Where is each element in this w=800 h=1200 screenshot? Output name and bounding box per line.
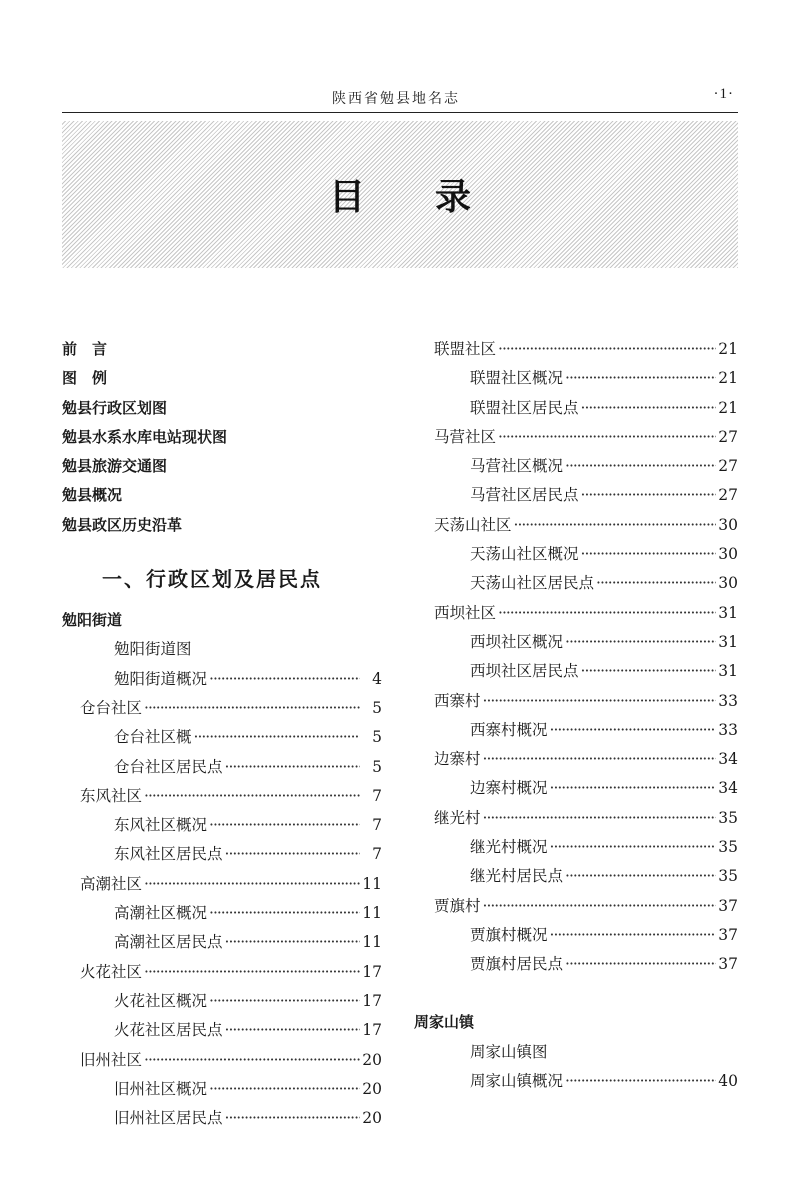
dot-leader xyxy=(550,716,716,745)
toc-entry-page: 17 xyxy=(362,1021,382,1040)
dot-leader xyxy=(194,723,360,752)
toc-entry-label: 高潮社区居民点 xyxy=(114,933,223,952)
dot-leader xyxy=(225,840,360,869)
front-matter-item[interactable]: 勉县水系水库电站现状图 xyxy=(62,427,228,446)
toc-entry[interactable] xyxy=(62,1075,382,1104)
toc-entry-page: 30 xyxy=(718,574,738,593)
dot-leader xyxy=(483,804,716,833)
dot-leader xyxy=(565,862,716,891)
town-heading[interactable]: 周家山镇 xyxy=(414,1012,475,1031)
dot-leader xyxy=(209,987,360,1016)
toc-entry-page: 31 xyxy=(718,632,738,651)
dot-leader xyxy=(581,481,716,510)
toc-entry-page: 17 xyxy=(362,962,382,981)
running-header xyxy=(62,86,738,108)
toc-entry-page: 31 xyxy=(718,662,738,681)
page-number: ·1· xyxy=(713,86,734,102)
toc-entry[interactable] xyxy=(414,892,738,921)
toc-entry[interactable] xyxy=(414,1038,738,1067)
toc-entry[interactable] xyxy=(62,753,382,782)
dot-leader xyxy=(483,892,716,921)
toc-entry-label: 贾旗村居民点 xyxy=(470,955,564,974)
toc-entry[interactable] xyxy=(62,723,382,752)
toc-entry[interactable] xyxy=(62,694,382,723)
toc-entry-label: 旧州社区概况 xyxy=(114,1079,208,1098)
toc-entry-label: 旧州社区 xyxy=(80,1050,143,1069)
toc-entry-page: 5 xyxy=(372,757,382,776)
toc-entry[interactable] xyxy=(62,782,382,811)
toc-entry-page: 11 xyxy=(362,874,382,893)
toc-entry-page: 40 xyxy=(718,1071,738,1090)
header-rule xyxy=(62,112,738,113)
toc-entry-label: 联盟社区 xyxy=(434,340,497,358)
toc-entry-page: 34 xyxy=(718,750,738,769)
toc-entry-page: 11 xyxy=(362,904,382,923)
toc-entry[interactable] xyxy=(62,928,382,957)
toc-entry-page: 7 xyxy=(372,816,382,835)
toc-entry-label: 火花社区概况 xyxy=(114,991,208,1010)
toc-entry-label: 西寨村 xyxy=(434,691,481,710)
toc-entry[interactable] xyxy=(414,599,738,628)
toc-entry-label: 仓台社区概 xyxy=(114,728,192,747)
toc-entry[interactable] xyxy=(414,540,738,569)
toc-entry[interactable] xyxy=(414,511,738,540)
book-title: 陕西省勉县地名志 xyxy=(332,91,460,107)
toc-entry[interactable] xyxy=(62,899,382,928)
front-matter-item[interactable]: 勉县政区历史沿革 xyxy=(62,515,183,534)
toc-entry-label: 周家山镇概况 xyxy=(470,1071,564,1090)
dot-leader xyxy=(565,364,716,393)
toc-entry-label: 贾旗村 xyxy=(434,896,481,915)
toc-entry[interactable] xyxy=(62,665,382,694)
toc-entry-label: 火花社区 xyxy=(80,962,143,981)
dot-leader xyxy=(550,774,716,803)
dot-leader xyxy=(565,1067,716,1096)
toc-entry-label: 马营社区居民点 xyxy=(470,486,579,505)
toc-entry[interactable] xyxy=(414,335,738,364)
toc-entry-label: 西坝社区居民点 xyxy=(470,662,579,681)
dot-leader xyxy=(581,657,716,686)
toc-entry[interactable] xyxy=(414,1067,738,1096)
front-matter-item[interactable]: 图 例 xyxy=(62,369,108,388)
toc-entry-label: 马营社区概况 xyxy=(470,457,564,476)
section-heading: 一、行政区划及居民点 xyxy=(102,567,322,592)
toc-entry[interactable] xyxy=(414,804,738,833)
toc-entry-page: 7 xyxy=(372,786,382,805)
dot-leader xyxy=(144,782,360,811)
toc-entry[interactable] xyxy=(414,657,738,686)
toc-entry-page: 31 xyxy=(718,603,738,622)
toc-entry[interactable] xyxy=(414,950,738,979)
dot-leader xyxy=(209,811,360,840)
dot-leader xyxy=(565,452,716,481)
toc-entry-page: 27 xyxy=(718,427,738,446)
toc-entry[interactable] xyxy=(414,423,738,452)
toc-entry-page: 37 xyxy=(718,925,738,944)
dot-leader xyxy=(483,745,716,774)
toc-entry[interactable] xyxy=(62,958,382,987)
toc-entry-label: 继光村居民点 xyxy=(470,867,564,886)
toc-entry-page: 7 xyxy=(372,845,382,864)
dot-leader xyxy=(144,958,360,987)
dot-leader xyxy=(225,1016,360,1045)
toc-left-column xyxy=(62,335,382,1133)
toc-entry-page: 20 xyxy=(362,1079,382,1098)
toc-entry-label: 西坝社区 xyxy=(434,603,497,622)
toc-entry[interactable] xyxy=(62,840,382,869)
dot-leader xyxy=(225,753,360,782)
toc-entry[interactable] xyxy=(414,569,738,598)
toc-entry[interactable] xyxy=(62,811,382,840)
toc-entry-label: 火花社区居民点 xyxy=(114,1021,223,1040)
dot-leader xyxy=(144,1046,360,1075)
toc-entry-label: 西寨村概况 xyxy=(470,720,548,739)
toc-entry-page: 5 xyxy=(372,728,382,747)
front-matter-item[interactable]: 勉县行政区划图 xyxy=(62,398,168,417)
toc-entry-page: 33 xyxy=(718,691,738,710)
toc-entry-page: 30 xyxy=(718,515,738,534)
front-matter-item[interactable]: 前 言 xyxy=(62,340,108,358)
toc-entry[interactable] xyxy=(62,1016,382,1045)
dot-leader xyxy=(144,870,360,899)
toc-entry-label: 仓台社区 xyxy=(80,698,143,717)
dot-leader xyxy=(550,921,716,950)
contents-title: 目录 xyxy=(328,177,541,218)
dot-leader xyxy=(565,950,716,979)
toc-entry-label: 联盟社区居民点 xyxy=(470,398,579,417)
dot-leader xyxy=(565,628,716,657)
toc-entry-page: 17 xyxy=(362,991,382,1010)
toc-entry[interactable] xyxy=(414,862,738,891)
toc-entry-label: 仓台社区居民点 xyxy=(114,757,223,776)
dot-leader xyxy=(498,599,716,628)
dot-leader xyxy=(144,694,360,723)
dot-leader xyxy=(209,899,360,928)
dot-leader xyxy=(483,687,716,716)
toc-entry-label: 旧州社区居民点 xyxy=(114,1109,223,1128)
toc-entry-page: 35 xyxy=(718,838,738,857)
toc-entry-label: 贾旗村概况 xyxy=(470,925,548,944)
toc-entry-label: 继光村概况 xyxy=(470,838,548,857)
toc-entry-page: 11 xyxy=(362,933,382,952)
dot-leader xyxy=(581,540,716,569)
toc-entry-label: 天荡山社区居民点 xyxy=(470,574,595,593)
contents-banner xyxy=(62,121,738,268)
toc-entry-label: 东风社区居民点 xyxy=(114,845,223,864)
toc-entry-page: 35 xyxy=(718,867,738,886)
toc-entry-page: 34 xyxy=(718,779,738,798)
toc-entry[interactable] xyxy=(414,628,738,657)
toc-entry-page: 21 xyxy=(718,369,738,388)
dot-leader xyxy=(225,1104,360,1133)
toc-entry-page: 21 xyxy=(718,398,738,417)
toc-entry[interactable] xyxy=(62,987,382,1016)
toc-entry[interactable] xyxy=(414,774,738,803)
toc-entry-page: 30 xyxy=(718,545,738,564)
toc-entry-page: 21 xyxy=(718,340,738,358)
toc-entry[interactable] xyxy=(414,921,738,950)
toc-entry-label: 联盟社区概况 xyxy=(470,369,564,388)
toc-entry-label: 高潮社区 xyxy=(80,874,143,893)
toc-entry-page: 4 xyxy=(372,669,382,688)
toc-entry-page: 27 xyxy=(718,486,738,505)
toc-right-column xyxy=(414,335,738,1096)
toc-entry-page: 20 xyxy=(362,1109,382,1128)
dot-leader xyxy=(498,335,716,364)
toc-entry-label: 东风社区 xyxy=(80,786,143,805)
toc-entry-page: 35 xyxy=(718,808,738,827)
toc-entry-label: 天荡山社区 xyxy=(434,515,512,534)
toc-entry-page: 27 xyxy=(718,457,738,476)
toc-entry[interactable] xyxy=(62,1104,382,1133)
toc-entry-label: 东风社区概况 xyxy=(114,816,208,835)
toc-entry-label: 勉阳街道概况 xyxy=(114,669,208,688)
toc-entry[interactable] xyxy=(414,364,738,393)
toc-entry[interactable] xyxy=(62,1046,382,1075)
toc-entry-label: 继光村 xyxy=(434,808,481,827)
dot-leader xyxy=(514,511,716,540)
toc-entry-page: 33 xyxy=(718,720,738,739)
dot-leader xyxy=(209,1075,360,1104)
toc-entry[interactable] xyxy=(414,481,738,510)
dot-leader xyxy=(225,928,360,957)
dot-leader xyxy=(581,394,716,423)
front-matter-item[interactable]: 勉县概况 xyxy=(62,486,123,505)
toc-entry[interactable] xyxy=(414,687,738,716)
dot-leader xyxy=(498,423,716,452)
toc-entry-label: 西坝社区概况 xyxy=(470,632,564,651)
toc-entry-label: 周家山镇图 xyxy=(470,1042,548,1061)
toc-entry-label: 马营社区 xyxy=(434,427,497,446)
front-matter-item[interactable]: 勉县旅游交通图 xyxy=(62,457,168,476)
toc-entry-page: 20 xyxy=(362,1050,382,1069)
toc-entry[interactable] xyxy=(414,716,738,745)
toc-entry-page: 37 xyxy=(718,896,738,915)
toc-entry-label: 边寨村概况 xyxy=(470,779,548,798)
toc-entry-label: 天荡山社区概况 xyxy=(470,545,579,564)
dot-leader xyxy=(596,569,716,598)
toc-entry-page: 37 xyxy=(718,955,738,974)
toc-entry[interactable] xyxy=(62,635,382,664)
toc-entry-page: 5 xyxy=(372,698,382,717)
subdistrict-heading[interactable]: 勉阳街道 xyxy=(62,611,123,630)
toc-entry[interactable] xyxy=(414,452,738,481)
toc-entry-label: 勉阳街道图 xyxy=(114,640,192,659)
toc-entry-label: 高潮社区概况 xyxy=(114,904,208,923)
dot-leader xyxy=(550,833,716,862)
dot-leader xyxy=(209,665,360,694)
toc-entry[interactable] xyxy=(414,745,738,774)
toc-entry[interactable] xyxy=(414,394,738,423)
toc-entry-label: 边寨村 xyxy=(434,750,481,769)
toc-entry[interactable] xyxy=(414,833,738,862)
toc-entry[interactable] xyxy=(62,870,382,899)
